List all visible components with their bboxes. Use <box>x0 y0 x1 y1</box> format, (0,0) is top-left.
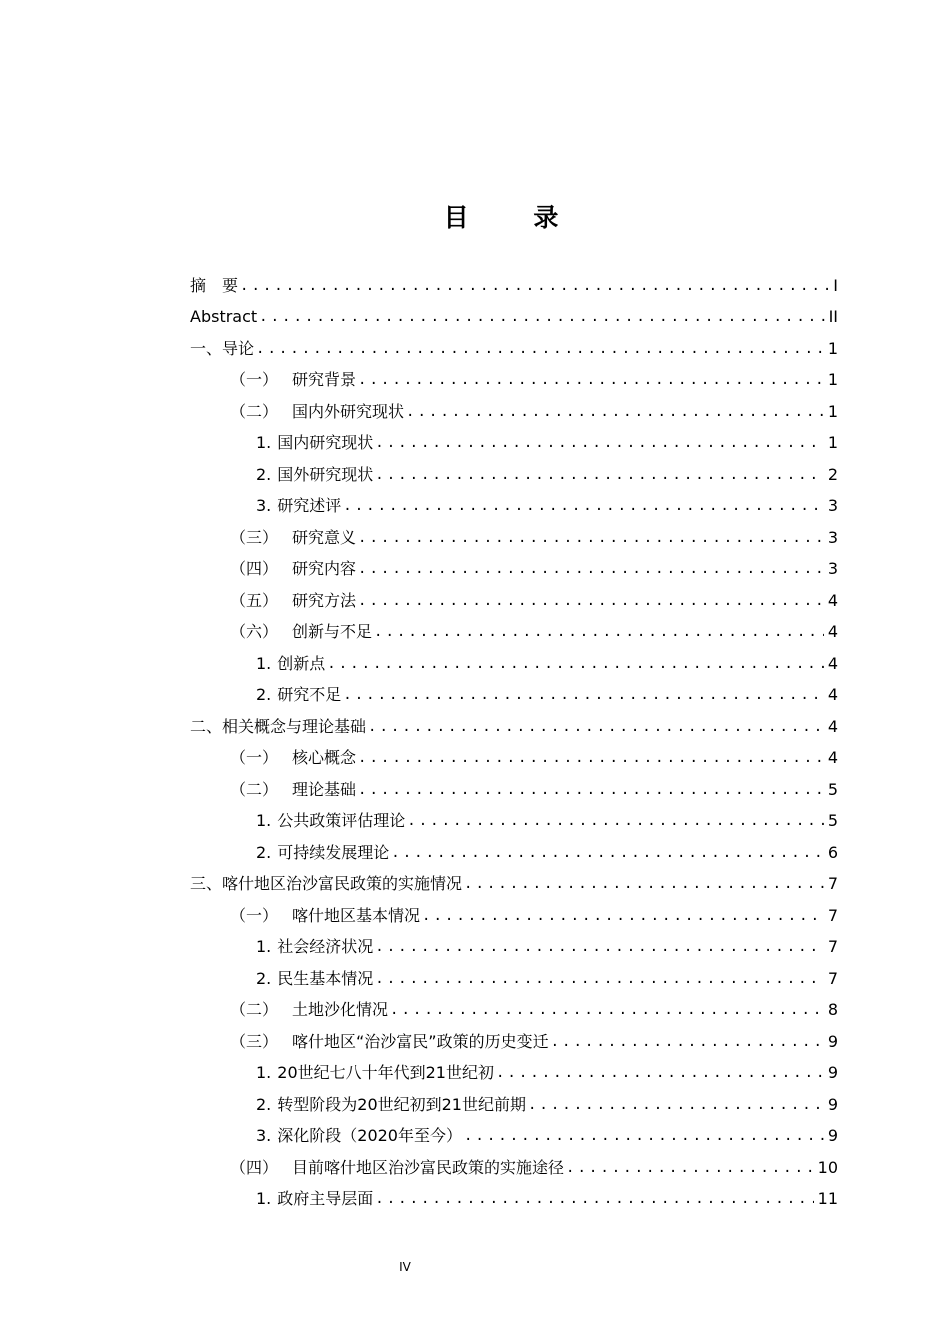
toc-entry-text: 研究方法 <box>292 590 357 610</box>
toc-entry-text: 一、导论 <box>190 338 255 358</box>
toc-entry[interactable] <box>190 863 838 895</box>
toc-entry-label <box>190 339 254 359</box>
toc-entry-text: 可持续发展理论 <box>277 842 390 862</box>
toc-dot-leader <box>375 937 824 957</box>
toc-entry-label <box>256 433 373 453</box>
toc-entry[interactable] <box>190 894 838 926</box>
toc-entry[interactable] <box>190 422 838 454</box>
toc-entry-text: 国内外研究现状 <box>292 401 405 421</box>
toc-entry[interactable] <box>190 359 838 391</box>
toc-entry-text: 二、相关概念与理论基础 <box>190 716 367 736</box>
toc-entry-label <box>256 969 373 989</box>
toc-entry-number: （二） <box>230 779 279 799</box>
toc-entry-page: II <box>828 307 838 326</box>
toc-entry-number: 1. <box>256 811 272 830</box>
toc-entry-page: 10 <box>817 1157 838 1177</box>
toc-entry-label <box>230 559 356 579</box>
toc-entry-label <box>256 685 341 705</box>
toc-entry[interactable] <box>190 548 838 580</box>
toc-entry-text: 喀什地区基本情况 <box>292 905 421 925</box>
toc-entry-label <box>230 528 356 548</box>
toc-entry-text: 政府主导层面 <box>277 1189 374 1208</box>
toc-dot-leader <box>240 276 829 296</box>
toc-entry-label <box>230 1158 564 1178</box>
toc-dot-leader <box>259 307 824 327</box>
toc-entry[interactable] <box>190 1146 838 1178</box>
toc-entry-text: 创新与不足 <box>292 622 373 641</box>
toc-entry-number: （二） <box>230 1000 279 1019</box>
toc-entry[interactable] <box>190 296 838 328</box>
toc-entry-text: 研究内容 <box>292 559 357 578</box>
toc-entry-page: 5 <box>827 811 838 830</box>
toc-entry-number: 1. <box>256 653 272 673</box>
toc-entry-number: 1. <box>256 1189 272 1208</box>
toc-entry-number: 2. <box>256 685 272 704</box>
toc-entry-page: 7 <box>827 968 838 988</box>
toc-dot-leader <box>566 1158 814 1178</box>
toc-entry-text: 喀什地区“治沙富民”政策的历史变迁 <box>292 1031 549 1051</box>
toc-entry[interactable] <box>190 926 838 958</box>
toc-dot-leader <box>390 1000 824 1020</box>
toc-entry[interactable] <box>190 768 838 800</box>
toc-entry-page: 6 <box>827 842 838 862</box>
toc-entry[interactable] <box>190 674 838 706</box>
toc-entry[interactable] <box>190 737 838 769</box>
toc-dot-leader <box>374 622 824 642</box>
toc-dot-leader <box>375 969 824 989</box>
toc-entry-number: （五） <box>230 590 279 610</box>
toc-entry[interactable] <box>190 327 838 359</box>
toc-entry-text: 公共政策评估理论 <box>277 811 406 830</box>
toc-entry-page: 4 <box>827 653 838 673</box>
toc-entry-text: 研究意义 <box>292 527 357 547</box>
toc-entry-page: 9 <box>827 1094 838 1114</box>
toc-entry[interactable] <box>190 831 838 863</box>
toc-entry-text: 国内研究现状 <box>277 433 374 452</box>
toc-entry-text: 研究背景 <box>292 370 357 389</box>
toc-entry[interactable] <box>190 1083 838 1115</box>
toc-dot-leader <box>343 496 824 516</box>
toc-entry-text: 目前喀什地区治沙富民政策的实施途径 <box>292 1157 565 1177</box>
toc-dot-leader <box>343 685 824 705</box>
toc-entry-page: I <box>833 275 838 295</box>
toc-entry-label <box>256 1095 526 1115</box>
toc-entry-label <box>256 811 405 831</box>
toc-entry-number: 2. <box>256 968 272 988</box>
toc-entry-text: 20世纪七八十年代到21世纪初 <box>277 1063 494 1082</box>
toc-entry-page: 4 <box>827 748 838 767</box>
toc-entry-number: （一） <box>230 748 279 767</box>
toc-dot-leader <box>551 1032 824 1052</box>
toc-entry-label <box>230 906 420 926</box>
toc-dot-leader <box>375 433 824 453</box>
toc-entry-number: 3. <box>256 1126 272 1145</box>
toc-entry-number: （一） <box>230 905 279 925</box>
toc-dot-leader <box>375 1189 813 1209</box>
toc-entry[interactable] <box>190 264 838 296</box>
toc-entry-number: （二） <box>230 401 279 421</box>
toc-entry[interactable] <box>190 1178 838 1210</box>
toc-dot-leader <box>327 654 824 674</box>
toc-entry-page: 1 <box>827 401 838 421</box>
toc-entry-page: 9 <box>827 1031 838 1051</box>
toc-entry-number: 1. <box>256 433 272 452</box>
toc-entries <box>190 264 838 1209</box>
toc-entry[interactable] <box>190 453 838 485</box>
toc-dot-leader <box>391 843 824 863</box>
toc-entry-label <box>230 748 356 768</box>
toc-entry-label <box>256 496 341 516</box>
toc-entry-number: 3. <box>256 496 272 515</box>
toc-dot-leader <box>528 1095 824 1115</box>
toc-entry-text: 核心概念 <box>292 748 357 767</box>
toc-entry-label <box>256 1063 494 1083</box>
toc-entry-page: 7 <box>827 905 838 925</box>
toc-entry[interactable] <box>190 390 838 422</box>
toc-entry-text: 三、喀什地区治沙富民政策的实施情况 <box>190 874 463 893</box>
toc-entry[interactable] <box>190 579 838 611</box>
toc-entry-number: （三） <box>230 527 279 547</box>
toc-entry-label <box>190 307 257 327</box>
toc-entry-number: 2. <box>256 464 272 484</box>
toc-entry[interactable] <box>190 1052 838 1084</box>
toc-entry-number: 2. <box>256 1094 272 1114</box>
toc-entry-label <box>190 874 462 894</box>
toc-entry-page: 2 <box>827 464 838 484</box>
toc-entry-page: 1 <box>827 338 838 358</box>
toc-entry-number: （六） <box>230 622 279 641</box>
toc-dot-leader <box>368 717 824 737</box>
toc-dot-leader <box>422 906 824 926</box>
toc-entry-label <box>230 370 356 390</box>
toc-dot-leader <box>256 339 824 359</box>
toc-entry-page: 8 <box>827 1000 838 1019</box>
table-of-contents <box>190 264 838 1209</box>
toc-entry-label <box>256 1189 373 1209</box>
toc-dot-leader <box>358 748 824 768</box>
toc-entry-label <box>190 717 366 737</box>
toc-entry-text: 转型阶段为20世纪初到21世纪前期 <box>277 1094 526 1114</box>
toc-entry-number: 1. <box>256 937 272 956</box>
toc-dot-leader <box>464 874 824 894</box>
toc-entry[interactable] <box>190 485 838 517</box>
toc-dot-leader <box>406 402 824 422</box>
toc-entry-page: 4 <box>827 716 838 736</box>
toc-entry-page: 4 <box>827 685 838 704</box>
toc-entry[interactable] <box>190 705 838 737</box>
toc-entry-text: 土地沙化情况 <box>292 1000 389 1019</box>
toc-entry-label <box>230 780 356 800</box>
toc-entry-page: 7 <box>827 874 838 893</box>
toc-entry-number: 2. <box>256 842 272 862</box>
toc-entry-page: 3 <box>827 559 838 578</box>
toc-entry-page: 1 <box>827 370 838 389</box>
toc-entry-text: 国外研究现状 <box>277 464 374 484</box>
toc-entry-page: 9 <box>827 1063 838 1082</box>
toc-entry-page: 7 <box>827 937 838 956</box>
toc-entry-text: 理论基础 <box>292 779 357 799</box>
toc-entry-label <box>230 1032 549 1052</box>
toc-entry-text: 社会经济状况 <box>277 937 374 956</box>
toc-entry-page: 3 <box>827 496 838 515</box>
toc-entry-label <box>256 465 373 485</box>
toc-dot-leader <box>407 811 824 831</box>
toc-entry-page: 3 <box>827 527 838 547</box>
toc-dot-leader <box>464 1126 824 1146</box>
toc-entry-label <box>230 591 356 611</box>
toc-entry-label <box>230 622 372 642</box>
toc-entry-text: 摘 要 <box>190 275 239 295</box>
toc-dot-leader <box>358 528 824 548</box>
toc-entry[interactable] <box>190 642 838 674</box>
toc-entry-label <box>256 843 389 863</box>
toc-dot-leader <box>358 591 824 611</box>
toc-entry-number: （四） <box>230 559 279 578</box>
toc-dot-leader <box>358 780 824 800</box>
toc-entry-text: 创新点 <box>277 653 326 673</box>
toc-entry[interactable] <box>190 611 838 643</box>
toc-entry[interactable] <box>190 957 838 989</box>
toc-entry-text: 研究述评 <box>277 496 342 515</box>
toc-entry-text: 民生基本情况 <box>277 968 374 988</box>
toc-entry[interactable] <box>190 516 838 548</box>
toc-entry-label <box>190 276 238 296</box>
toc-entry-page: 5 <box>827 779 838 799</box>
toc-dot-leader <box>375 465 824 485</box>
page-number-footer: IV <box>399 1260 411 1274</box>
toc-entry-number: （四） <box>230 1157 279 1177</box>
toc-entry[interactable] <box>190 1020 838 1052</box>
toc-dot-leader <box>496 1063 824 1083</box>
toc-entry-label <box>230 1000 388 1020</box>
toc-entry-text: 深化阶段（2020年至今） <box>277 1126 462 1145</box>
toc-entry-page: 4 <box>827 622 838 641</box>
toc-entry-label <box>256 654 325 674</box>
toc-entry-page: 1 <box>827 433 838 452</box>
toc-entry-number: （一） <box>230 370 279 389</box>
toc-entry-number: 1. <box>256 1063 272 1082</box>
toc-entry-page: 11 <box>817 1189 838 1208</box>
toc-entry-label <box>230 402 404 422</box>
toc-dot-leader <box>358 559 824 579</box>
toc-entry-text: Abstract <box>190 307 258 326</box>
toc-dot-leader <box>358 370 824 390</box>
toc-entry-number: （三） <box>230 1031 279 1051</box>
toc-title: 目 录 <box>443 203 587 232</box>
toc-entry-label <box>256 1126 462 1146</box>
toc-entry[interactable] <box>190 1115 838 1147</box>
toc-entry[interactable] <box>190 800 838 832</box>
toc-entry-text: 研究不足 <box>277 685 342 704</box>
toc-entry-page: 9 <box>827 1126 838 1145</box>
toc-entry-page: 4 <box>827 590 838 610</box>
toc-entry[interactable] <box>190 989 838 1021</box>
toc-entry-label <box>256 937 373 957</box>
